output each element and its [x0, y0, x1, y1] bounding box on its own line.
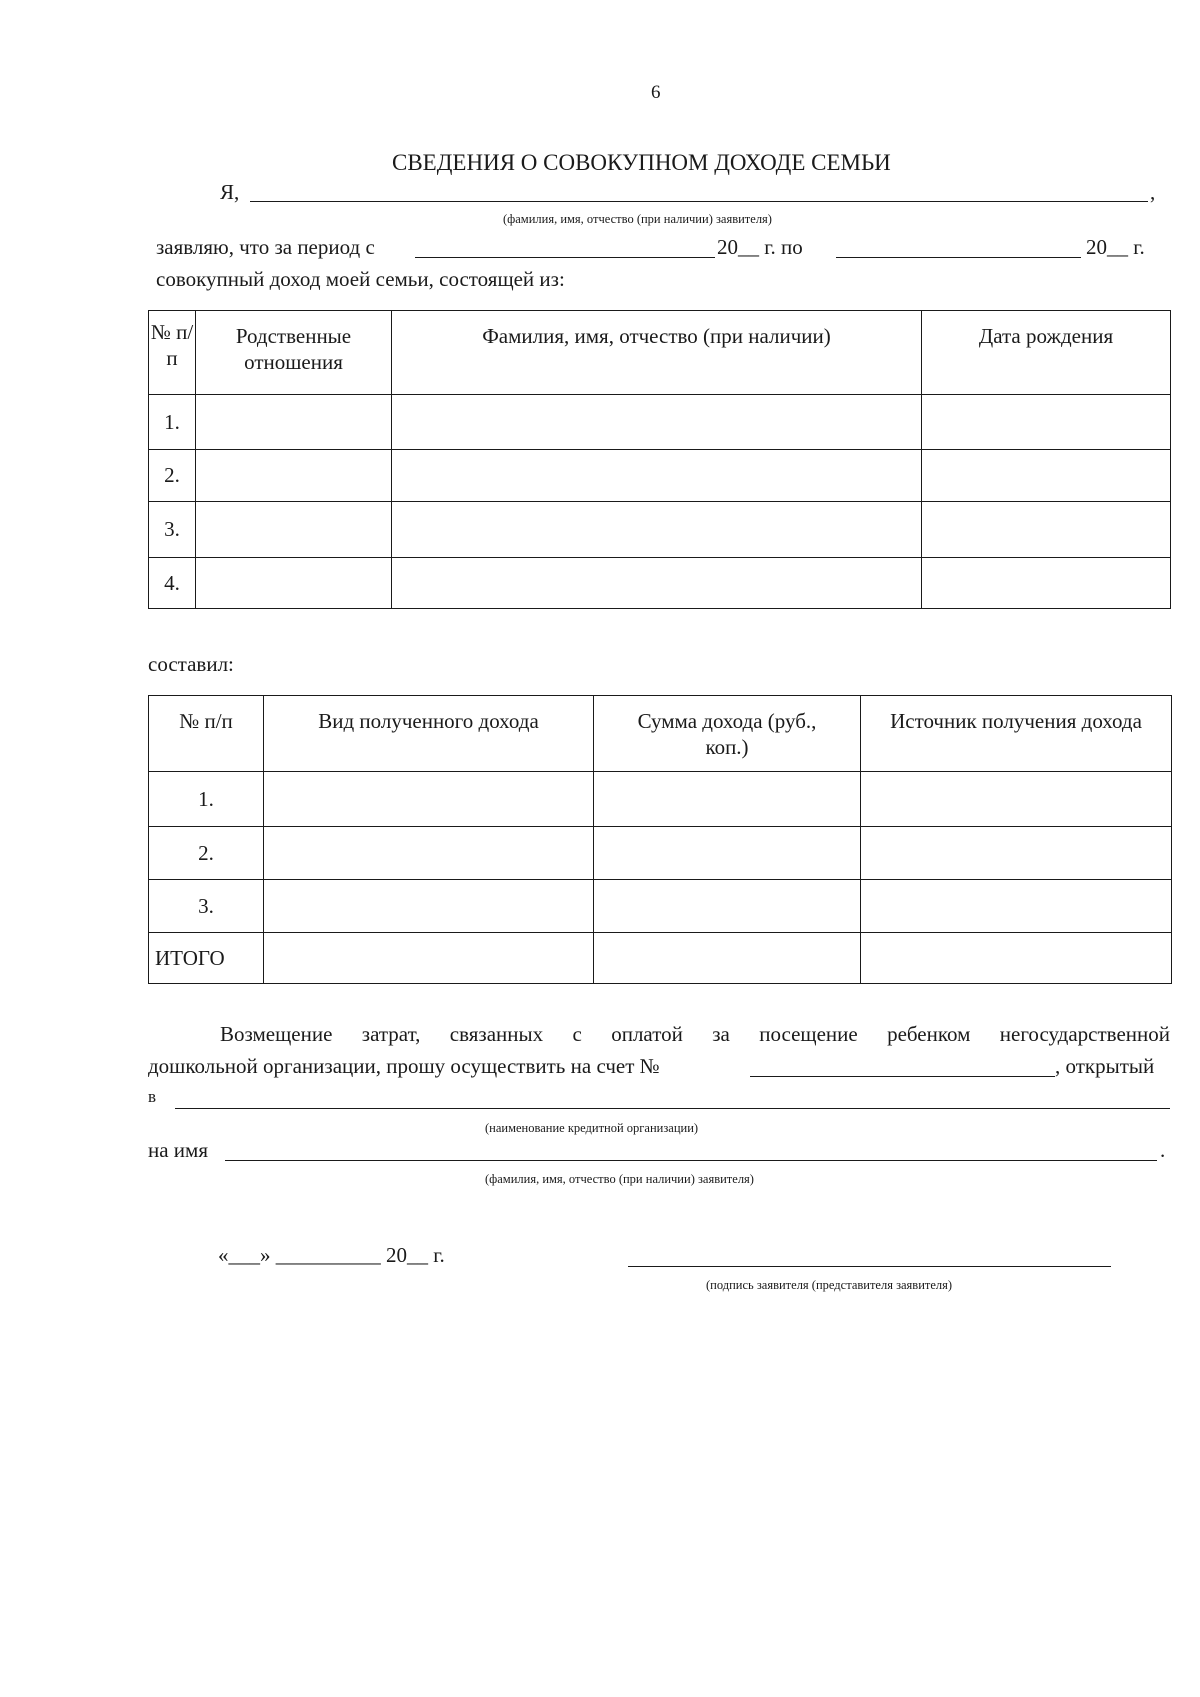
income-source-cell[interactable] [861, 772, 1172, 827]
table-row [149, 772, 1172, 827]
income-type-cell[interactable] [264, 933, 594, 984]
income-source-cell[interactable] [861, 827, 1172, 880]
period-year1: 20__ г. по [717, 235, 803, 259]
family-table-header [149, 311, 1171, 395]
table-row [149, 827, 1172, 880]
signature-line[interactable] [628, 1266, 1111, 1267]
birthdate-cell[interactable] [922, 502, 1171, 558]
reimbursement-line2: дошкольной организации, прошу осуществить на счет № [148, 1054, 660, 1078]
income-source-cell[interactable] [861, 880, 1172, 933]
account-number-line[interactable] [750, 1076, 1055, 1077]
table-row [149, 395, 1171, 450]
row-number: 2. [149, 827, 264, 880]
relation-cell[interactable] [196, 558, 392, 609]
row-number: 3. [149, 880, 264, 933]
row-number: 1. [149, 395, 196, 450]
header-relation: Родственные отношения [196, 311, 392, 395]
total-label: ИТОГО [149, 933, 264, 984]
v-label: в [148, 1087, 157, 1106]
comma: , [1150, 180, 1156, 204]
header-no: № п/п [149, 696, 264, 772]
relation-cell[interactable] [196, 395, 392, 450]
family-intro: совокупный доход моей семьи, состоящей из: [156, 267, 565, 291]
ya-label: Я, [220, 180, 240, 204]
fio-cell[interactable] [392, 395, 922, 450]
caption-bank: (наименование кредитной организации) [485, 1121, 699, 1135]
caption-applicant-fio: (фамилия, имя, отчество (при наличии) заявителя) [503, 212, 772, 226]
row-number: 2. [149, 450, 196, 502]
relation-cell[interactable] [196, 502, 392, 558]
fio-cell[interactable] [392, 450, 922, 502]
signature-date[interactable]: «___» __________ 20__ г. [218, 1243, 445, 1267]
income-table [148, 695, 1172, 984]
table-row [149, 450, 1171, 502]
caption-recipient-fio: (фамилия, имя, отчество (при наличии) заявителя) [485, 1172, 754, 1186]
table-row [149, 880, 1172, 933]
income-source-cell[interactable] [861, 933, 1172, 984]
income-type-cell[interactable] [264, 827, 594, 880]
caption-signature: (подпись заявителя (представителя заявителя) [706, 1278, 953, 1292]
birthdate-cell[interactable] [922, 395, 1171, 450]
table-row [149, 502, 1171, 558]
income-type-cell[interactable] [264, 880, 594, 933]
fio-cell[interactable] [392, 558, 922, 609]
reimbursement-opened: , открытый [1055, 1054, 1155, 1078]
header-income-sum: Сумма дохода (руб., коп.) [594, 696, 861, 772]
declare-label: заявляю, что за период с [156, 235, 375, 259]
row-number: 3. [149, 502, 196, 558]
birthdate-cell[interactable] [922, 558, 1171, 609]
sostavil-label: составил: [148, 652, 234, 676]
page-number: 6 [651, 82, 661, 103]
birthdate-cell[interactable] [922, 450, 1171, 502]
period-from-line[interactable] [415, 257, 715, 258]
row-number: 1. [149, 772, 264, 827]
page-title: СВЕДЕНИЯ О СОВОКУПНОМ ДОХОДЕ СЕМЬИ [392, 150, 891, 175]
income-sum-cell[interactable] [594, 880, 861, 933]
table-row-total [149, 933, 1172, 984]
income-sum-cell[interactable] [594, 933, 861, 984]
recipient-name-line[interactable] [225, 1160, 1157, 1161]
na-imya-label: на имя [148, 1138, 208, 1162]
income-type-cell[interactable] [264, 772, 594, 827]
reimbursement-line1: Возмещение затрат, связанных с оплатой за посещение ребенком негосударственной [220, 1022, 1170, 1046]
header-no: № п/п [149, 311, 196, 395]
applicant-name-line[interactable] [250, 201, 1148, 202]
row-number: 4. [149, 558, 196, 609]
table-row [149, 558, 1171, 609]
header-income-type: Вид полученного дохода [264, 696, 594, 772]
period-mark: . [1160, 1138, 1166, 1162]
relation-cell[interactable] [196, 450, 392, 502]
period-to-line[interactable] [836, 257, 1081, 258]
header-birthdate: Дата рождения [922, 311, 1171, 395]
period-year2: 20__ г. [1086, 235, 1145, 259]
income-sum-cell[interactable] [594, 827, 861, 880]
bank-name-line[interactable] [175, 1108, 1170, 1109]
income-table-header [149, 696, 1172, 772]
family-table [148, 310, 1171, 609]
income-sum-cell[interactable] [594, 772, 861, 827]
header-income-source: Источник получения дохода [861, 696, 1172, 772]
fio-cell[interactable] [392, 502, 922, 558]
header-fio: Фамилия, имя, отчество (при наличии) [392, 311, 922, 395]
